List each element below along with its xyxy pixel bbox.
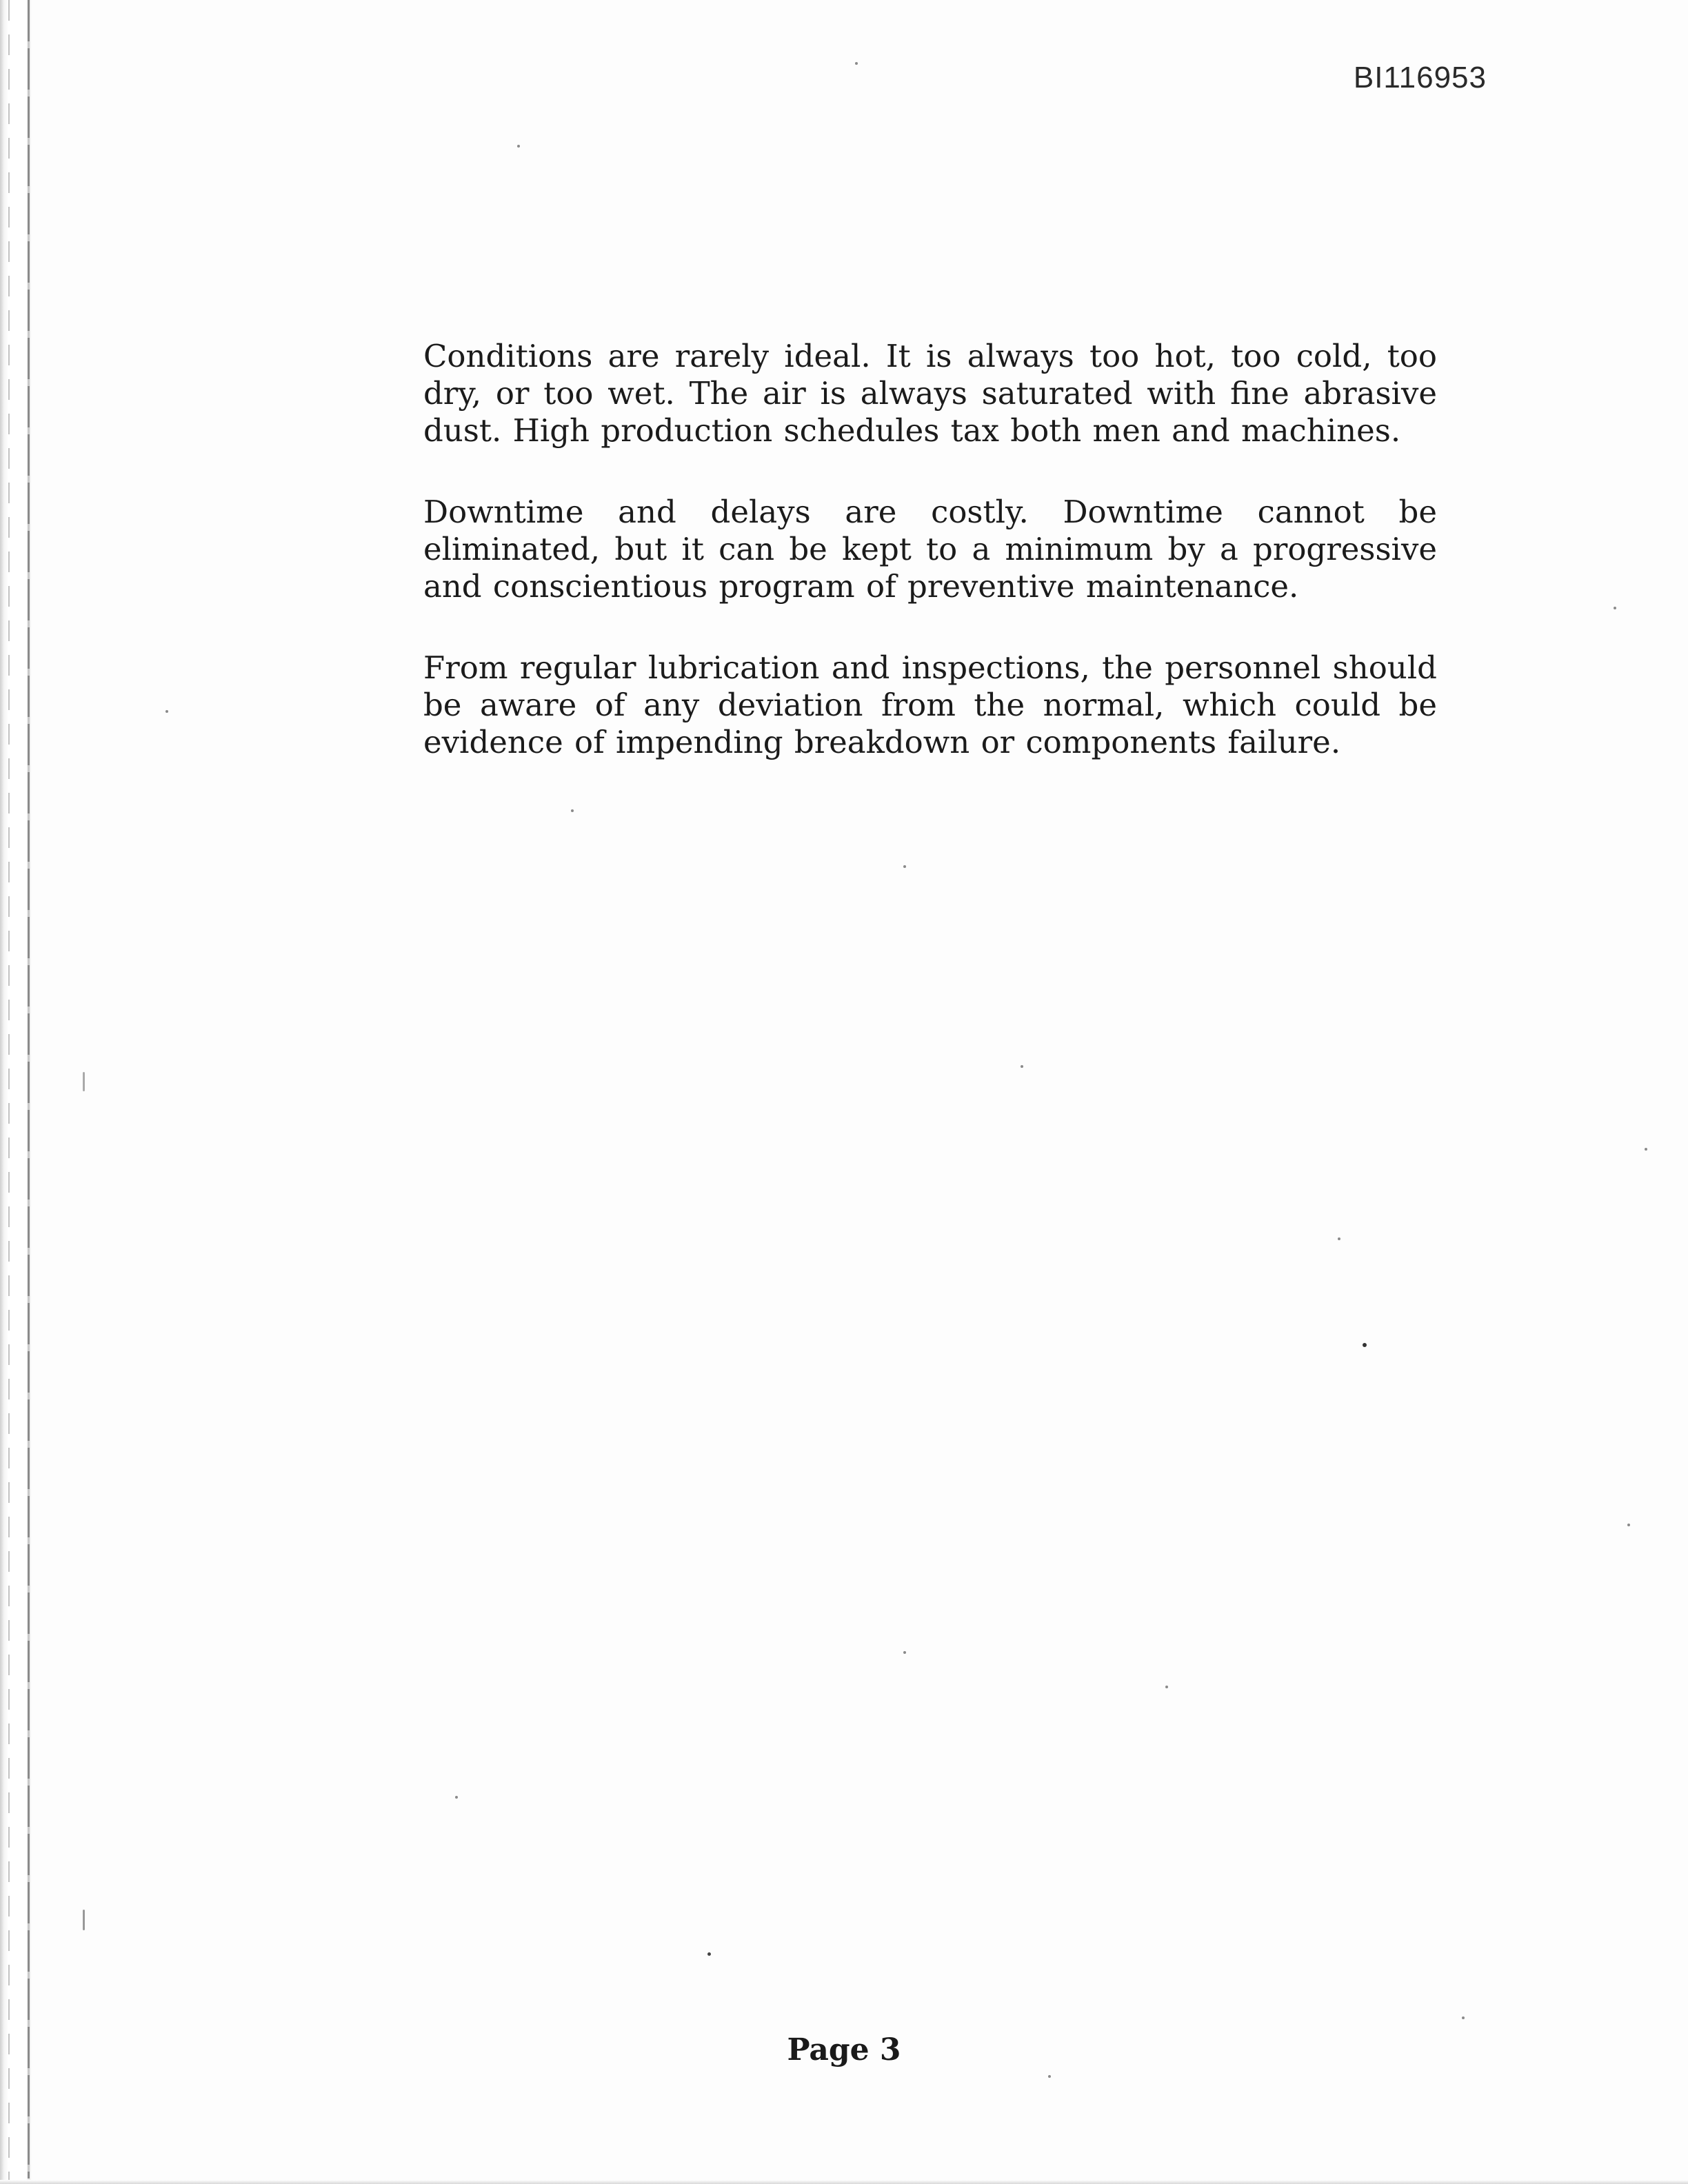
- scan-speck: [455, 1796, 458, 1799]
- document-id: BI116953: [1353, 61, 1487, 94]
- scan-speck: [83, 1072, 85, 1091]
- scan-speck: [83, 1910, 85, 1930]
- paragraph-downtime: Downtime and delays are costly. Downtime cannot be eliminated, but it can be kept to a minimum by a progressive and conscientious program of preventive maintenance.: [423, 494, 1437, 605]
- scan-binding-line-secondary: [8, 0, 10, 2184]
- scan-speck: [571, 809, 574, 812]
- scan-bottom-edge: [0, 2180, 1688, 2184]
- scan-binding-line: [28, 0, 30, 2178]
- body-text: [423, 338, 1437, 805]
- scan-speck: [707, 1952, 711, 1956]
- scan-speck: [903, 865, 906, 868]
- scan-speck: [1614, 607, 1616, 609]
- scan-speck: [517, 145, 520, 148]
- scan-speck: [1645, 1148, 1647, 1151]
- scan-speck: [855, 62, 858, 65]
- scan-speck: [1048, 2075, 1051, 2078]
- scan-speck: [1021, 1065, 1023, 1068]
- scan-speck: [1627, 1524, 1630, 1526]
- scan-speck: [1165, 1686, 1168, 1688]
- scan-speck: [1363, 1343, 1367, 1347]
- scan-speck: [1462, 2016, 1465, 2019]
- scan-speck: [165, 710, 168, 713]
- scan-speck: [903, 1651, 906, 1654]
- paragraph-inspections: From regular lubrication and inspections, the personnel should be aware of any deviation from the normal, which could be evidence of impending breakdown or components failure.: [423, 649, 1437, 760]
- scan-speck: [1338, 1237, 1340, 1240]
- paragraph-conditions: Conditions are rarely ideal. It is always too hot, too cold, too dry, or too wet. The air is always saturated with fine abrasive dust. High production schedules tax both men and machines.: [423, 338, 1437, 449]
- page-number: Page 3: [787, 2032, 901, 2067]
